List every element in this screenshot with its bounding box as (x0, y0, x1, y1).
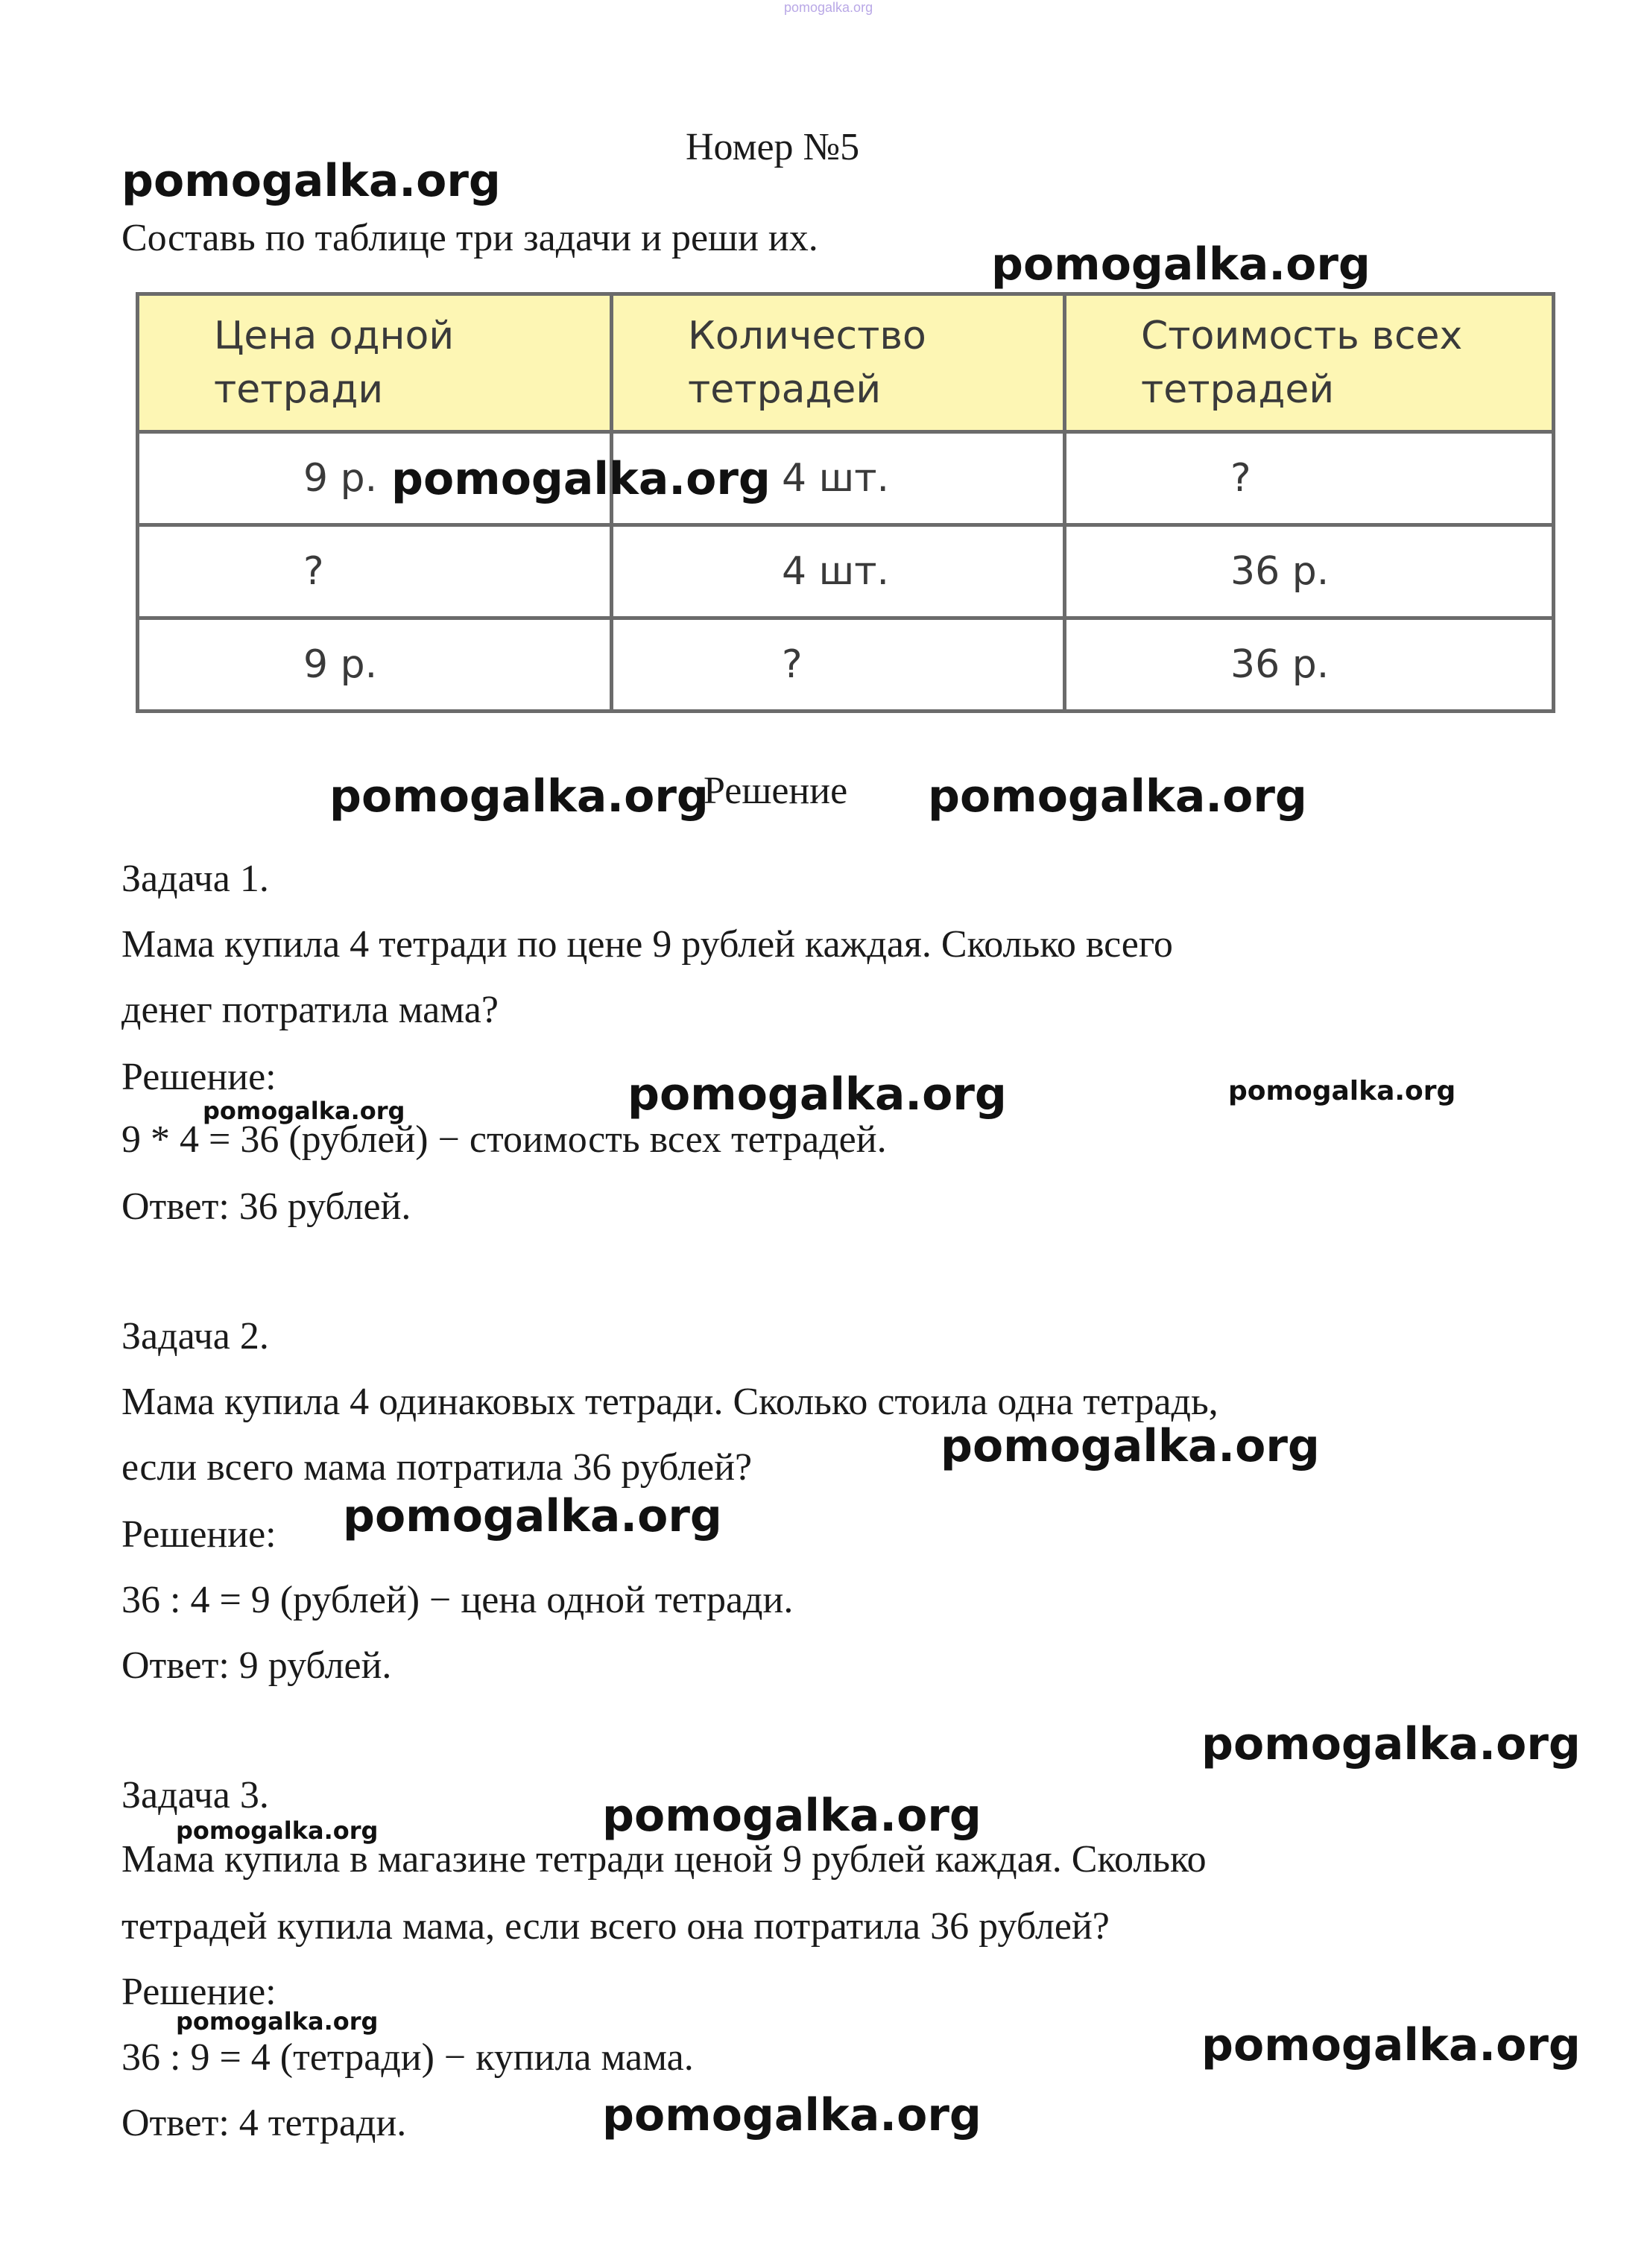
header-total-line2: тетрадей (1141, 367, 1335, 412)
watermark: pomogalka.org (628, 1068, 1007, 1121)
watermark: pomogalka.org (602, 2089, 982, 2141)
table-cell: 9 р. (138, 432, 612, 525)
task-1-title: Задача 1. (121, 858, 269, 900)
table-cell: 4 шт. (612, 525, 1065, 618)
watermark: pomogalka.org (1201, 2019, 1581, 2071)
solution-heading: Решение (704, 770, 848, 812)
watermark: pomogalka.org (941, 1420, 1320, 1472)
task-2-equation: 36 : 4 = 9 (рублей) − цена одной тетради. (121, 1579, 794, 1621)
table-cell: ? (1065, 432, 1554, 525)
table-cell: 4 шт. (612, 432, 1065, 525)
table-header-row (138, 294, 1554, 432)
task-1-answer: Ответ: 36 рублей. (121, 1185, 411, 1228)
task-3-answer: Ответ: 4 тетради. (121, 2102, 407, 2144)
header-cell-total (1065, 294, 1554, 432)
task-3-line-2: тетрадей купила мама, если всего она потратила 36 рублей? (121, 1905, 1110, 1948)
table-row (138, 618, 1554, 712)
watermark: pomogalka.org (991, 238, 1371, 291)
task-3-line-1: Мама купила в магазине тетради ценой 9 рублей каждая. Сколько (121, 1838, 1207, 1881)
watermark: pomogalka.org (329, 770, 709, 823)
watermark: pomogalka.org (121, 155, 501, 207)
header-cell-quantity (612, 294, 1065, 432)
watermark: pomogalka.org (1228, 1076, 1456, 1106)
table-cell: 9 р. (138, 618, 612, 712)
top-watermark: pomogalka.org (784, 0, 873, 15)
header-total-line1: Стоимость всех (1141, 314, 1463, 358)
task-2-line-2: если всего мама потратила 36 рублей? (121, 1446, 753, 1489)
watermark: pomogalka.org (176, 2007, 379, 2036)
table-cell: ? (138, 525, 612, 618)
task-1-line-1: Мама купила 4 тетради по цене 9 рублей каждая. Сколько всего (121, 923, 1173, 966)
header-price-line1: Цена одной (214, 314, 455, 358)
task-3-solution-label: Решение: (121, 1971, 276, 2013)
header-quantity-line1: Количество (688, 314, 926, 358)
task-3-equation: 36 : 9 = 4 (тетради) − купила мама. (121, 2036, 694, 2079)
watermark: pomogalka.org (176, 1816, 379, 1845)
task-1-equation: 9 * 4 = 36 (рублей) − стоимость всех тетрадей. (121, 1118, 887, 1161)
watermark: pomogalka.org (602, 1790, 982, 1842)
table-cell: 36 р. (1065, 618, 1554, 712)
table-row (138, 432, 1554, 525)
header-price-line2: тетради (214, 367, 384, 412)
task-2-solution-label: Решение: (121, 1513, 276, 1556)
table-cell: 36 р. (1065, 525, 1554, 618)
task-2-line-1: Мама купила 4 одинаковых тетради. Сколько стоила одна тетрадь, (121, 1381, 1218, 1423)
instruction: Составь по таблице три задачи и реши их. (121, 217, 818, 259)
watermark: pomogalka.org (1201, 1718, 1581, 1770)
task-3-title: Задача 3. (121, 1774, 269, 1816)
task-1-solution-label: Решение: (121, 1056, 276, 1098)
watermark: pomogalka.org (928, 770, 1307, 823)
header-quantity-line2: тетрадей (688, 367, 882, 412)
table-cell: ? (612, 618, 1065, 712)
task-2-title: Задача 2. (121, 1315, 269, 1358)
task-2-answer: Ответ: 9 рублей. (121, 1644, 392, 1687)
watermark: pomogalka.org (391, 453, 771, 505)
table-row (138, 525, 1554, 618)
watermark: pomogalka.org (343, 1490, 722, 1542)
page-title: Номер №5 (686, 126, 860, 168)
data-table (136, 292, 1555, 713)
watermark: pomogalka.org (203, 1097, 405, 1125)
task-1-line-2: денег потратила мама? (121, 989, 499, 1031)
header-cell-price (138, 294, 612, 432)
